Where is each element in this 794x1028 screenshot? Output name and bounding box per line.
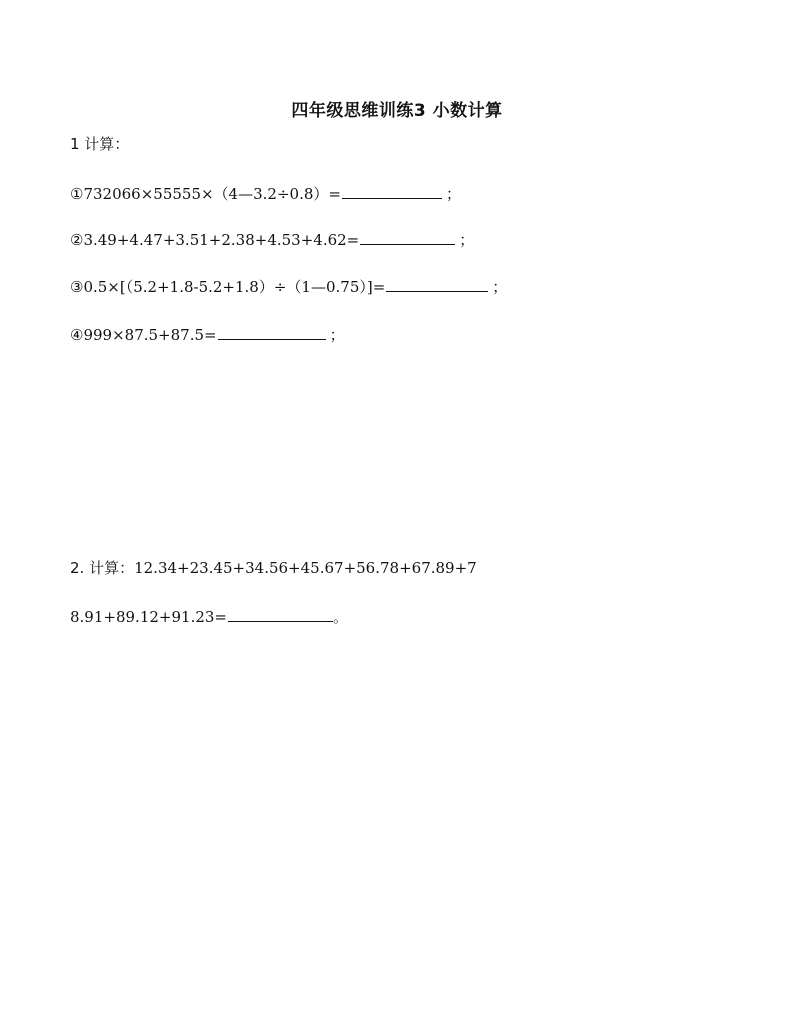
problem-2-expression: ②3.49+4.47+3.51+2.38+4.53+4.62= bbox=[70, 231, 360, 249]
problem-3-expression: ③0.5×[（5.2+1.8-5.2+1.8）÷（1—0.75）]= bbox=[70, 278, 386, 296]
section-2-expression-part-2: 8.91+89.12+91.23= bbox=[70, 608, 227, 626]
section-2-expression-part-1: 12.34+23.45+34.56+45.67+56.78+67.89+7 bbox=[134, 559, 477, 577]
section-2-answer-blank bbox=[228, 606, 333, 622]
problem-4-answer-blank bbox=[218, 324, 326, 340]
problem-4 bbox=[70, 324, 345, 345]
section-2-line-2 bbox=[70, 606, 348, 627]
problem-3-end: ； bbox=[492, 278, 508, 296]
section-2-line-1 bbox=[70, 558, 477, 578]
problem-3-answer-blank bbox=[386, 276, 488, 292]
section-2-end: 。 bbox=[333, 608, 349, 626]
section-1-heading: 1 计算： bbox=[70, 135, 130, 153]
section-2-heading: 2. 计算： bbox=[70, 559, 135, 577]
problem-2-answer-blank bbox=[360, 229, 455, 245]
problem-2-end: ； bbox=[459, 231, 475, 249]
problem-3 bbox=[70, 276, 507, 297]
problem-2 bbox=[70, 229, 474, 250]
problem-1 bbox=[70, 183, 461, 204]
problem-4-expression: ④999×87.5+87.5= bbox=[70, 326, 217, 344]
problem-1-expression: ①732066×55555×（4—3.2÷0.8）= bbox=[70, 185, 341, 203]
problem-1-answer-blank bbox=[342, 183, 442, 199]
problem-4-end: ； bbox=[329, 326, 345, 344]
problem-1-end: ； bbox=[445, 185, 461, 203]
page-title: 四年级思维训练3 小数计算 bbox=[291, 101, 503, 121]
